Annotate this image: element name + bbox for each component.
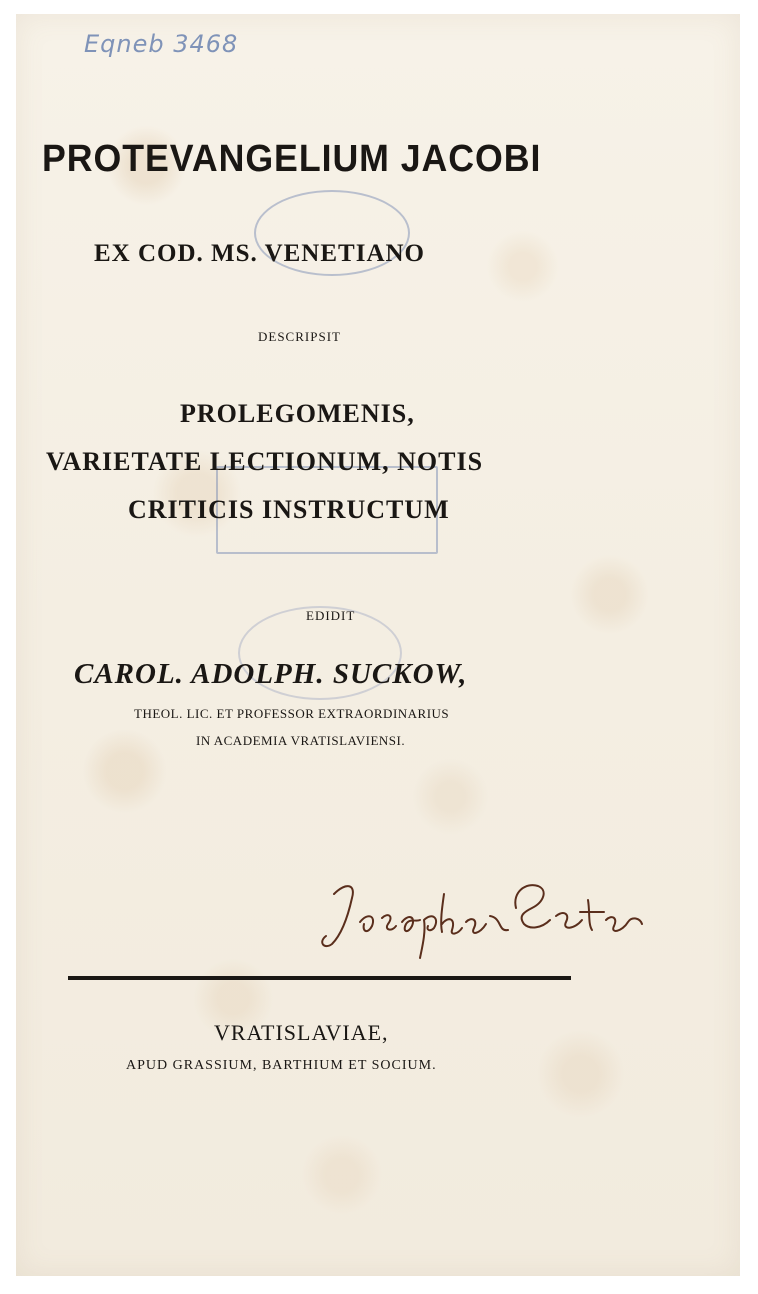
imprint-publisher: APUD GRASSIUM, BARTHIUM ET SOCIUM. [126,1058,437,1073]
shelfmark-annotation: Eqneb 3468 [84,30,239,58]
edidit-label: EDIDIT [306,608,356,623]
author-affiliation-line-1: THEOL. LIC. ET PROFESSOR EXTRAORDINARIUS [134,706,450,721]
author-name: CAROL. ADOLPH. SUCKOW, [74,658,468,690]
prolegomena-line-1: PROLEGOMENIS, [180,399,415,428]
author-affiliation-line-2: IN ACADEMIA VRATISLAVIENSI. [196,733,406,748]
descripsit-label: DESCRIPSIT [258,329,341,344]
handwritten-signature [312,872,652,962]
book-title: PROTEVANGELIUM JACOBI [42,138,542,180]
divider-rule [68,976,571,980]
prolegomena-line-3: CRITICIS INSTRUCTUM [128,495,450,524]
prolegomena-line-2: VARIETATE LECTIONUM, NOTIS [46,447,484,476]
title-page [16,14,740,1276]
imprint-city: VRATISLAVIAE, [214,1020,389,1045]
book-subtitle: EX COD. MS. VENETIANO [94,240,425,267]
